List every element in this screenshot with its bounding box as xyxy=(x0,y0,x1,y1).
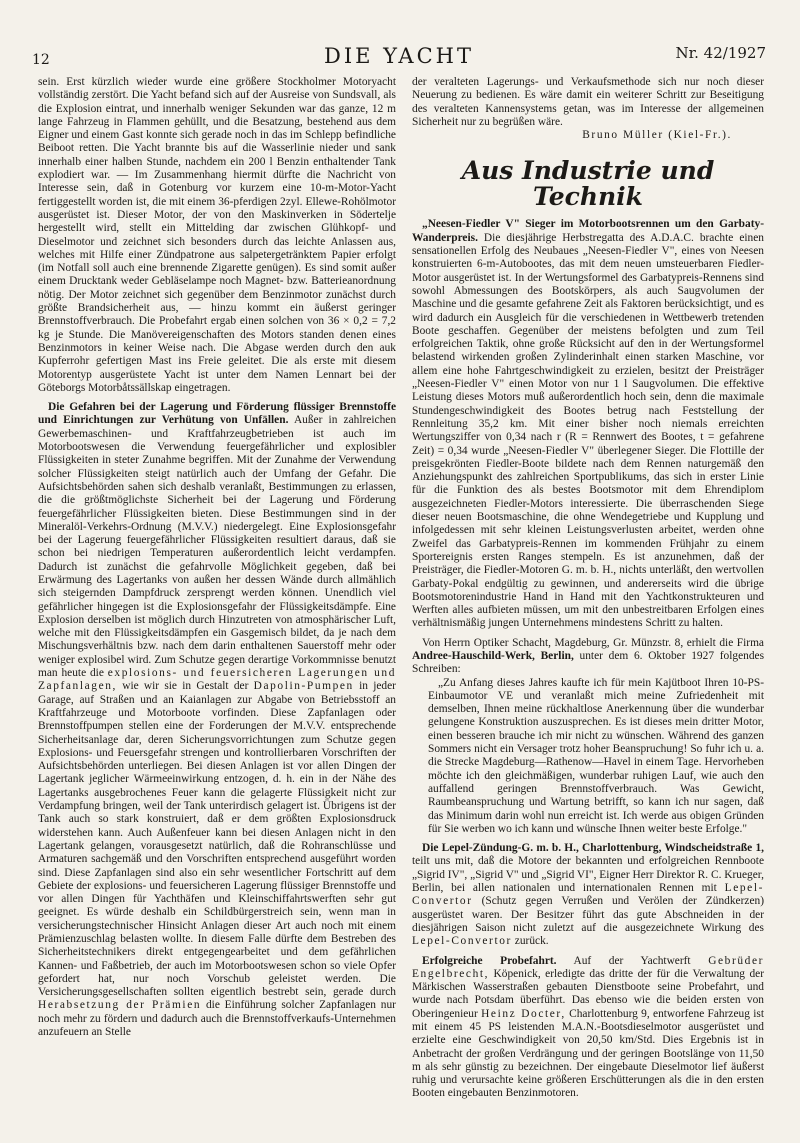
paragraph-text: teilt uns mit, daß die Motore der bekannten und erfolgreichen Rennboote „Sigrid IV", „Sigrid V" und „Sigrid VI", Eigner Herr Direktor R. C. Krueger, Berlin, bei allen nationalen und internationalen Rennen mit xyxy=(412,855,764,895)
right-column xyxy=(412,76,764,1101)
spaced-text: Gebrüder Engelbrecht, xyxy=(412,954,765,980)
paragraph-text: unter dem 6. Oktober 1927 folgendes Schreiben: xyxy=(412,649,765,676)
paragraph-text: die Einführung solcher Zapfanlagen nur noch mehr zu fördern und dadurch auch die Brennstoffverkaufs-Unternehmen anzufeuern an Stelle xyxy=(38,999,396,1039)
author-signature: Bruno Müller (Kiel-Fr.). xyxy=(582,129,732,142)
left-column xyxy=(38,76,396,1039)
paragraph xyxy=(412,637,764,677)
paragraph-text: wie wir sie in Gestalt der xyxy=(122,680,249,693)
issue-number: Nr. 42/1927 xyxy=(675,44,766,62)
paragraph-text: Köpenick, erledigte das dritte der für die Verwaltung der Märkischen Wasserstraßen gebauten Dienstboote seine Probefahrt, und wurde nach Potsdam überführt. Das ebenso wie die beiden ersten von Oberingenieur xyxy=(412,967,764,1020)
paragraph-heading: Die Lepel-Zündung-G. m. b. H., Charlottenburg, Windscheidstraße 1, xyxy=(422,842,764,855)
paragraph-heading: Erfolgreiche Probefahrt. xyxy=(422,954,557,967)
letter-quote: „Zu Anfang dieses Jahres kaufte ich für mein Kajütboot Ihren 10-PS-Einbaumotor VE und veranlaßt mich meine Zufriedenheit mit demselben, Ihnen meine rückhaltlose Anerkennung über die wunderbar gelungene Konstruktion auszusprechen. Es ist dieses mein dritter Motor, einen besseren brauche ich mir nicht zu wünschen. Während des ganzen Sommers nicht ein Versager trotz hoher Beanspruchung! So fuhr ich u. a. die Strecke Magdeburg—Rathenow—Havel in einem Tage. Hervorheben möchte ich den gleichmäßigen, wunderbar ruhigen Lauf, wie auch den auffallend geringen Brennstoffverbrauch. Was Gewicht, Raumbeanspruchung und Wartung betrifft, so kann ich nur sagen, daß das Minimum darin wohl nun erreicht ist. Ich werde aus obigen Gründen für Sie werben wo ich kann und wünsche Ihnen weiter beste Erfolge." xyxy=(428,676,764,835)
firm-name: Andree-Hauschild-Werk, Berlin, xyxy=(412,649,574,662)
paragraph-heading: „Neesen-Fiedler V" Sieger im Motorbootsrennen um den Garbaty-Wanderpreis. xyxy=(412,218,764,244)
paragraph-text: zurück. xyxy=(514,935,549,948)
section-title: Aus Industrie und Technik xyxy=(461,156,715,212)
paragraph-text: in jeder Garage, auf Straßen und an Kaianlagen zur Abgabe von Betriebsstoff an Kraftfahrzeuge und Motorboote vorfinden. Diese Zapfanlagen oder Brennstoffpumpen stellen eine der Forderungen der M.V.V. entsprechende Sicherheitsanlage dar, deren Sicherungsvorrichtungen zum Schutze gegen Explosions- und Feuersgefahr strengen und kontrollierbaren Vorschriften der Aufsichtsbehörden unterliegen. Bei diesen Anlagen ist vor allen Dingen der Lagertank jeglicher Wärmeeinwirkung entzogen, d. h. ein in der Nähe des Lagertanks ausgebrochenes Feuer kann die gelagerte Flüssigkeit nicht zur Verdampfung bringen, weil der Tank unterirdisch gelagert ist. Übrigens ist der Tank auch so stark konstruiert, daß er dem größten Explosionsdruck widerstehen kann. Auch Außenfeuer kann bei diesen Anlagen nicht in den Lagertank gelangen, vorausgesetzt natürlich, daß die Rohranschlüsse und Armaturen sachgemäß und den Vorschriften entsprechend ausgeführt worden sind. Diese Zapfanlagen sind also ein sehr wesentlicher Fortschritt auf dem Gebiete der explosions- und feuersicheren Lagerung flüssiger Brennstoffe und vor allen Dingen für Yachthäfen und Kleinschiffahrtswerften sehr gut geeignet. Es würde deshalb ein Schildbürgerstreich sein, wenn man in versicherungstechnischer Hinsicht Anlagen dieser Art auch noch mit einem Prämienzuschlag belasten wollte. In diesem Falle dürfte dem Bestreben des Sicherheitstechnikers direkt entgegengearbeitet und dem gefährlichen Kannen- und Faßbetrieb, der auch im Motorbootswesen schon so viele Opfer gefordert hat, nur noch Vorschub geleistet werden. Die Versicherungsgesellschaften sollten eigentlich bestrebt sein, gerade durch xyxy=(38,680,396,999)
spaced-text: explosions- und feuersicheren Lagerungen und Zapfanlagen, xyxy=(38,667,397,693)
spaced-text: Lepel-Convertor xyxy=(412,882,764,908)
spaced-text: Herabsetzung der Prämien xyxy=(38,999,202,1012)
paragraph-text: Charlottenburg 9, entworfene Fahrzeug ist mit einem 45 PS leistenden M.A.N.-Bootsdieselmotor ausgerüstet und erzielte eine Geschwindigkeit von 20,50 km/Std. Dies Ergebnis ist in Anbetracht der großen Verdrängung und der geringen Bootslänge von 11,50 m als sehr günstig zu bezeichnen. Der eingebaute Dieselmotor lief äußerst ruhig und verursachte keine größeren Erschütterungen als die in den ersten Booten eingebauten Benzinmotoren. xyxy=(412,1007,764,1100)
paragraph-text: (Schutz gegen Verrußen und Verölen der Zündkerzen) ausgerüstet waren. Der Besitzer führt das gute Abschneiden in der diesjährigen Saison nicht zuletzt auf die ausgezeichnete Wirkung des xyxy=(412,895,764,934)
paragraph-text: Die diesjährige Herbstregatta des A.D.A.C. brachte einen sensationellen Erfolg des Neubaues „Neesen-Fiedler V", eines von Neesen konstruierten 6-m-Autobootes, das mit dem neuen umsteuerbaren Fiedler-Motor ausgerüstet ist. In der Wertungsformel des Garbatypreis-Rennens sind sowohl Abmessungen des Bootskörpers, als auch Saugvolumen der Maschine und die gesamte gefahrene Zeit als Faktoren berücksichtigt, und es wird dadurch ein Ausgleich für die verschiedenen in Wettbewerb tretenden Boote geschaffen. Gegenüber der meistens befolgten und zum Teil erfolgreichen Taktik, ohne große Rücksicht auf den in der Wertungsformel belastend wirkenden großen Zylinderinhalt einen starken Maschine, vor allem eine hohe Fahrtgeschwindigkeit zu erzielen, besitzt der Preisträger „Neesen-Fiedler V" einen Motor von nur 1 l Saugvolumen. Die effektive Leistung dieses Motors muß außerordentlich hoch sein, denn die maximale Stundengeschwindigkeit des Bootes betrug nach Feststellung der Rennleitung 35,2 km. Mit einer bisher noch niemals erreichten Wertungsziffer von 0,34 nach r (R = Rennwert des Bootes, t = gefahrene Zeit) = 0,34 wurde „Neesen-Fiedler V" überlegener Sieger. Die Flottille der preisgekrönten Fiedler-Boote bildete nach dem Rennen naturgemäß den Anziehungspunkt des zahlreichen Sportpublikums, das sich in erster Linie für die Funktion des als bestes Bootsmotor mit dem Ehrendiplom ausgezeichneten Fiedler-Motors interessierte. Die überraschenden Siege dieser neuen Bootsmaschine, die ohne Wendegetriebe und Kupplung und infolgedessen mit sehr kleinen Leistungsverlusten arbeitet, werden ohne Zweifel das Garbatypreis-Rennen im kommenden Frühjahr zu einem Sportereignis ersten Ranges stempeln. Es ist anzunehmen, daß der Preisträger, die Fiedler-Motoren G. m. b. H., nichts unterläßt, den wertvollen Garbaty-Pokal endgültig zu gewinnen, und andererseits wird die übrige Bootsmotorenindustrie Hand in Hand mit den Yachtkonstrukteuren und Werften alles aufbieten müssen, um mit den unbestreitbaren Erfolgen eines verhältnismäßig jungen Unternehmens mindestens Schritt zu halten. xyxy=(412,231,764,630)
paragraph-text: Auf der Yachtwerft xyxy=(573,954,691,967)
paragraph-heading: Die Gefahren bei der Lagerung und Förderung flüssiger Brennstoffe und Einrichtungen zur Verhütung von Unfällen. xyxy=(38,401,396,427)
page-header xyxy=(32,44,766,74)
spaced-text: Heinz Docter, xyxy=(481,1007,566,1020)
paragraph xyxy=(412,842,764,948)
paragraph-text: Außer in zahlreichen Gewerbemaschinen- und Kraftfahrzeugbetrieben ist auch im Motorbootswesen die Verwendung feuergefährlicher und explosibler Flüssigkeiten in steter Zunahme begriffen. Mit der Zunahme der Verwendung solcher Flüssigkeiten steigt natürlich auch der Umfang der Gefahr. Die Aufsichtsbehörden sahen sich deshalb veranlaßt, Bestimmungen zu erlassen, die die größtmöglichste Sicherheit bei der Lagerung und Förderung feuergefährlicher Flüssigkeiten bieten. Diese Bestimmungen sind in der Mineralöl-Verkehrs-Ordnung (M.V.V.) niedergelegt. Eine Explosionsgefahr bei der Lagerung feuergefährlicher Flüssigkeiten resultiert daraus, daß sie schon bei niedrigen Temperaturen außerordentlich leicht verdampfen. Dadurch ist zunächst die gefahrvolle Möglichkeit gegeben, daß bei Erwärmung des Lagertanks von außen her dessen Wände durch allmählich sich steigernden Dampfdruck zersprengt werden können. Unendlich viel gefährlicher hingegen ist die Explosionsgefahr der Flüssigkeitsdämpfe. Eine Explosion derselben ist möglich durch Hinzutreten von atmosphärischer Luft, welche mit den Flüssigkeitsdämpfen ein Gasgemisch bildet, da je nach dem Mischungsverhältnis bzw. nach dem darin enthaltenen Sauerstoff mehr oder weniger explosibel wird. Zum Schutze gegen derartige Vorkommnisse benutzt man heute die xyxy=(38,414,397,680)
paragraph: der veralteten Lagerungs- und Verkaufsmethode sich nur noch dieser Neuerung zu bedienen. Es wäre damit ein weiterer Schritt zur Beseitigung des veralteten Kannensystems getan, was im Interesse der allgemeinen Sicherheit nur zu begrüßen wäre. xyxy=(412,76,764,128)
paragraph xyxy=(412,955,764,1101)
paragraph: sein. Erst kürzlich wieder wurde eine größere Stockholmer Motoryacht vollständig zerstört. Die Yacht befand sich auf der Ausreise von Sundsvall, als die Explosion eintrat, und innerhalb weniger Sekunden war das ganze, 12 m lange Fahrzeug in Flammen gehüllt, und die Besatzung, bestehend aus dem Eigner und einem Gast konnte sich gerade noch in das im Schlepp befindliche Beiboot retten. Die Yacht brannte bis auf die Wasserlinie nieder und sank innerhalb einer halben Stunde, nachdem ein 200 l Benzin enthaltender Tank explodiert war. — Im Zusammenhang hiermit dürfte die Nachricht von Interesse sein, daß in Gotenburg vor kurzem eine 10-m-Motor-Yacht fertiggestellt worden ist, die mit einem 36-pferdigen 2zyl. Ellewe-Rohölmotor ausgerüstet ist. Dieser Motor, der von den Maskinverken in Södertelje hergestellt wird, stellt ein Mittelding dar zwischen Glühkopf- und Dieselmotor und zeichnet sich besonders durch das leichte Anlassen aus, welches mit Hilfe einer Zündpatrone aus salpetergetränktem Papier erfolgt (im Notfall soll auch eine brennende Zigarette genügen). Es sind somit außer einem Drucktank weder Gebläselampe noch Magnet- bzw. Batterieanordnung nötig. Der Motor zeichnet sich gegenüber dem Benzinmotor zunächst durch größte Brandsicherheit aus, — hinzu kommt ein äußerst geringer Brennstoffverbrauch. Die Probefahrt ergab einen solchen von 36 × 0,2 = 7,2 kg je Stunde. Die Manövereigenschaften des Motors standen denen eines Benzinmotors in keiner Weise nach. Die Abgase werden durch den auk Kupferrohr gefertigen Mast ins Freie geleitet. Die als erste mit diesem Motorentyp ausgerüstete Yacht ist unter dem Namen Lennart bei der Göteborgs Motorbåtssällskap eingetragen. xyxy=(38,76,396,394)
spaced-text: Dapolin-Pumpen xyxy=(253,680,354,693)
paragraph xyxy=(38,401,396,1039)
spaced-text: Lepel-Convertor xyxy=(412,935,512,948)
paragraph-text: Von Herrn Optiker Schacht, Magdeburg, Gr. Münzstr. 8, erhielt die Firma xyxy=(422,636,764,649)
masthead: DIE YACHT xyxy=(324,44,474,68)
page-number: 12 xyxy=(32,52,50,68)
paragraph xyxy=(412,218,764,630)
